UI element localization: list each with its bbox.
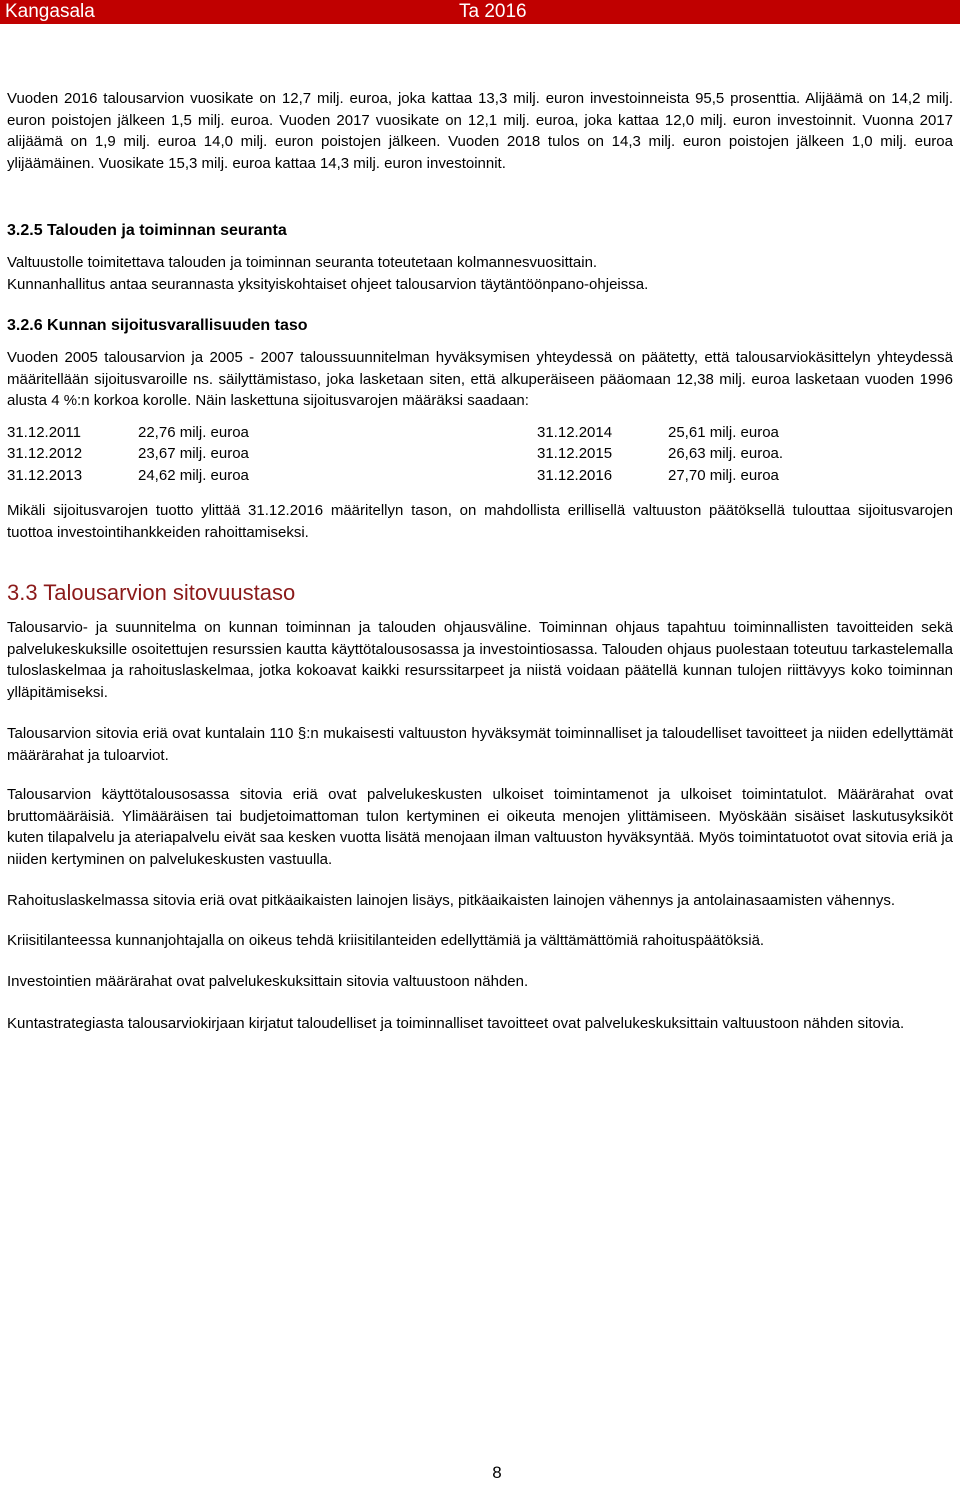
section-326-paragraph: Vuoden 2005 talousarvion ja 2005 - 2007 taloussuunnitelman hyväksymisen yhteydessä on päätetty, että talousarviokäsittelyn yhteydessä määritellään sijoitusvaroille ns. säilyttämistaso, joka lasketaan siten, että alkuperäiseen pääomaan 12,38 milj. euroa lasketaan vuoden 1996 alusta 4 %:n korkoa korolle. Näin laskettuna sijoitusvarojen määräksi saadaan:: [7, 349, 953, 409]
intro-paragraph: Vuoden 2016 talousarvion vuosikate on 12,7 milj. euroa, joka kattaa 13,3 milj. euron investoinneista 95,5 prosenttia. Alijäämä on 14,2 milj. euron poistojen jälkeen 1,5 milj. euroa. Vuoden 2017 vuosikate on 12,1 milj. euroa, joka kattaa 12,0 milj. euron investoinnit. Vuonna 2017 alijäämä on 1,9 milj. euroa 14,0 milj. euron poistojen jälkeen. Vuoden 2018 tulos on 14,3 milj. euron poistojen jälkeen 1,0 milj. euroa ylijäämäinen. Vuosikate 15,3 milj. euroa kattaa 14,3 milj. euron investoinnit.: [7, 90, 953, 172]
value-amount: 27,70 milj. euroa: [668, 466, 779, 484]
section-33-paragraph-5: Kriisitilanteessa kunnanjohtajalla on oikeus tehdä kriisitilanteiden edellyttämiä ja välttämättömiä rahoituspäätöksiä.: [7, 931, 765, 949]
section-33-paragraph-4: Rahoituslaskelmassa sitovia eriä ovat pitkäaikaisten lainojen lisäys, pitkäaikaisten lainojen vähennys ja antolainasaamisten vähennys.: [7, 892, 896, 909]
values-row: [537, 465, 827, 487]
value-date: 31.12.2014: [537, 423, 613, 441]
header-year: Ta 2016: [459, 1, 527, 22]
value-amount: 22,76 milj. euroa: [138, 423, 249, 441]
value-date: 31.12.2011: [7, 423, 81, 441]
value-amount: 26,63 milj. euroa.: [668, 445, 784, 462]
section-325-line2: Kunnanhallitus antaa seurannasta yksityiskohtaiset ohjeet talousarvion täytäntöönpano-ohjeissa.: [7, 275, 649, 293]
header-municipality: Kangasala: [5, 1, 95, 22]
values-row: [7, 443, 537, 465]
investment-values-table: [7, 422, 827, 487]
document-body: [7, 88, 953, 1034]
value-date: 31.12.2013: [7, 466, 83, 484]
value-amount: 23,67 milj. euroa: [138, 445, 249, 462]
page-header: [0, 0, 960, 24]
section-33-paragraph-3: Talousarvion käyttötalousosassa sitovia eriä ovat palvelukeskusten ulkoiset toimintamenot ja ulkoiset toimintatulot. Määrärahat ovat bruttomääräisiä. Ylimääräisen tai budjetoimattoman tulon kertyminen ei oikeuta menojen ylittämiseen. Myöskään sisäiset laskutusyksiköt kuten tilapalvelu ja ateriapalvelu eivät saa kesken vuotta lisätä menojaan ilman valtuuston hyväksyntää. Myös toimintatuotot ovat sitovia eriä ja niiden kertyminen on palvelukeskusten vastuulla.: [7, 786, 953, 868]
section-33-paragraph-6: Investointien määrärahat ovat palvelukeskuksittain sitovia valtuustoon nähden.: [7, 973, 529, 990]
section-325-line1: Valtuustolle toimitettava talouden ja toiminnan seuranta toteutetaan kolmannesvuosittain.: [7, 254, 598, 271]
values-left-column: [7, 422, 537, 487]
values-row: [7, 465, 537, 487]
page-number: 8: [492, 1463, 502, 1482]
values-right-column: [537, 422, 827, 487]
value-date: 31.12.2016: [537, 466, 613, 484]
values-row: [537, 443, 827, 465]
values-row: [7, 422, 537, 444]
value-amount: 24,62 milj. euroa: [138, 466, 249, 484]
value-date: 31.12.2015: [537, 445, 613, 462]
values-row: [537, 422, 827, 444]
value-date: 31.12.2012: [7, 445, 83, 462]
section-326-heading: 3.2.6 Kunnan sijoitusvarallisuuden taso: [7, 317, 308, 334]
section-33-paragraph-2: Talousarvion sitovia eriä ovat kuntalain 110 §:n mukaisesti valtuuston hyväksymät toiminnalliset ja taloudelliset tavoitteet ja niiden edellyttämät määrärahat ja tuloarviot.: [7, 725, 953, 764]
section-326-closing: Mikäli sijoitusvarojen tuotto ylittää 31.12.2016 määritellyn tason, on mahdollista erillisellä valtuuston päätöksellä tulouttaa sijoitusvarojen tuottoa investointihankkeiden rahoittamiseksi.: [7, 502, 953, 541]
section-33-paragraph-1: Talousarvio- ja suunnitelma on kunnan toiminnan ja talouden ohjausväline. Toiminnan ohjaus tapahtuu toiminnallisten tavoitteiden sekä palvelukeskuksille osoitettujen resurssien kautta käyttötalousosassa ja investointiosassa. Talouden ohjaus puolestaan toteutuu tarkastelemalla tuloslaskelmaa ja rahoituslaskelmaa, jotka kokoavat kaikki resurssitarpeet ja niistä voidaan päätellä kunnan tulojen riittävyys koko toiminnan ylläpitämiseksi.: [7, 619, 953, 701]
section-325-heading: 3.2.5 Talouden ja toiminnan seuranta: [7, 222, 287, 239]
value-amount: 25,61 milj. euroa: [668, 423, 779, 441]
section-33-heading: 3.3 Talousarvion sitovuustaso: [7, 580, 296, 605]
section-33-paragraph-7: Kuntastrategiasta talousarviokirjaan kirjatut taloudelliset ja toiminnalliset tavoitteet ovat palvelukeskuksittain valtuustoon nähden sitovia.: [7, 1014, 905, 1032]
